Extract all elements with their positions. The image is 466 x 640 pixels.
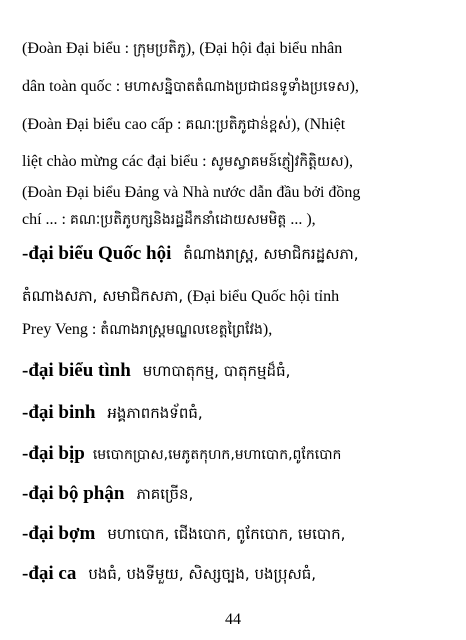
- entry-dai-bieu-quoc-hoi: [22, 244, 452, 265]
- vn-text: liệt chào mừng các đại biểu :: [22, 153, 211, 170]
- vn-text: ),: [343, 153, 353, 170]
- headword: -đại binh: [22, 403, 96, 423]
- text-line-1: [22, 39, 452, 59]
- khmer-text: សូមស្វាគមន៍ភ្ញៀវកិត្តិយស: [210, 154, 344, 170]
- entry-dai-bo-phan: [22, 484, 452, 505]
- text-line-2: [22, 77, 452, 97]
- entry-dai-binh: [22, 403, 452, 424]
- entry-continuation-1: [22, 286, 452, 307]
- khmer-gloss: មហាបាតុកម្ម, បាតុកម្មដ៏ធំ,: [142, 362, 291, 380]
- vn-text: ),: [262, 321, 273, 338]
- headword: -đại bợm: [22, 524, 96, 544]
- vn-text: ), (Nhiệt: [291, 116, 346, 133]
- khmer-gloss: ភាគច្រើន,: [136, 485, 194, 503]
- entry-dai-bieu-tinh: [22, 361, 452, 382]
- headword: -đại biểu Quốc hội: [22, 244, 172, 264]
- khmer-gloss: មេបោកប្រាស,មេភូតកុហក,មហាបោក,ពូកែបោក: [92, 447, 342, 463]
- entry-continuation-2: [22, 320, 452, 340]
- khmer-gloss: បងធំ, បងទីមួយ, សិស្សច្បង, បងប្រុសធំ,: [88, 565, 317, 583]
- khmer-text: មហាសន្និបាតតំណាងប្រជាជនទូទាំងប្រទេស: [124, 79, 350, 95]
- khmer-gloss: តំណាងសភា, សមាជិកសភា,: [22, 287, 184, 305]
- entry-dai-ca: [22, 564, 452, 585]
- vn-text: dân toàn quốc :: [22, 78, 125, 95]
- headword: -đại bịp: [22, 444, 85, 464]
- vn-text: (Đoàn Đại biểu Đảng và Nhà nước dẫn đầu bởi đồng: [22, 184, 361, 201]
- khmer-gloss: តំណាងរាស្ត្រមណ្ឌលខេត្តព្រៃវែង: [100, 322, 263, 338]
- khmer-gloss: តំណាងរាស្ត្រ, សមាជិករដ្ឋសភា,: [183, 245, 359, 263]
- vn-text: chí ... :: [22, 211, 70, 228]
- khmer-text: ក្រុមប្រតិភូ: [133, 41, 186, 57]
- headword: -đại bộ phận: [22, 484, 125, 504]
- vn-text: Prey Veng :: [22, 321, 101, 338]
- page-number: 44: [225, 611, 241, 628]
- khmer-text: គណៈប្រតិភូជាន់ខ្ពស់: [185, 117, 291, 133]
- vn-text: ... ),: [286, 211, 316, 228]
- headword: -đại ca: [22, 564, 77, 584]
- entry-dai-bom: [22, 524, 452, 545]
- vn-text: (Đoàn Đại biểu :: [22, 40, 134, 57]
- khmer-gloss: មហាបោក, ជើងបោក, ពូកែបោក, មេបោក,: [107, 525, 346, 543]
- entry-dai-bip: [22, 444, 452, 465]
- vn-text: ), (Đại hội đại biểu nhân: [185, 40, 343, 57]
- text-line-5: [22, 183, 452, 203]
- vn-text: ),: [349, 78, 359, 95]
- khmer-text: គណៈប្រតិភូបក្សនិងរដ្ឋដឹកនាំដោយសមមិត្ត: [70, 212, 287, 228]
- text-line-4: [22, 152, 452, 172]
- khmer-gloss: អង្គភាពកងទ័ពធំ,: [107, 404, 203, 422]
- text-line-3: [22, 115, 452, 135]
- vn-text: (Đoàn Đại biểu cao cấp :: [22, 116, 186, 133]
- vn-text: (Đại biểu Quốc hội tỉnh: [183, 288, 340, 305]
- headword: -đại biểu tình: [22, 361, 131, 381]
- text-line-6: [22, 210, 452, 230]
